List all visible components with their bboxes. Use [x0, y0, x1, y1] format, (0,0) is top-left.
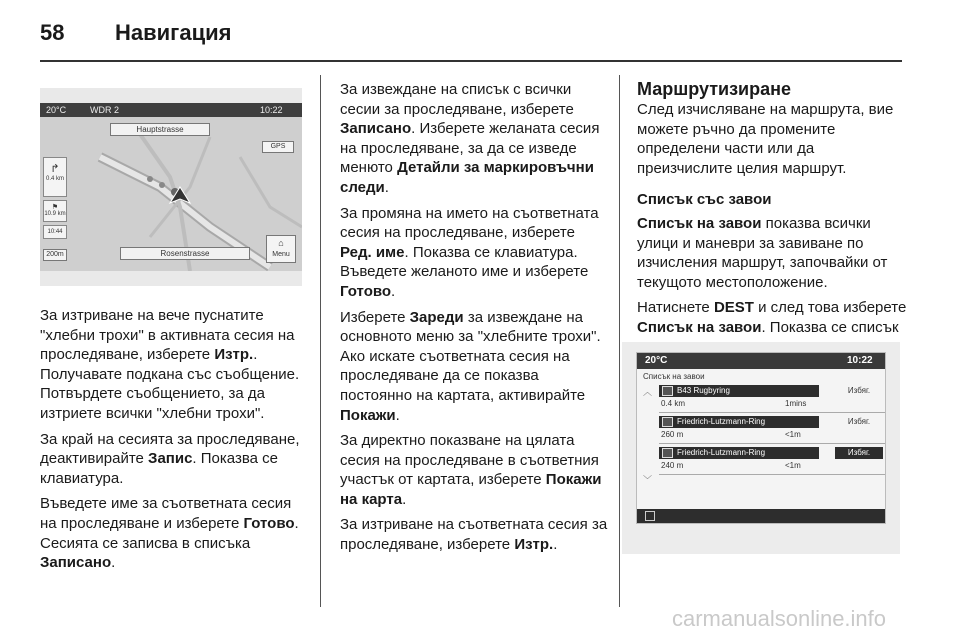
ui-term: Покажи на карта [340, 471, 602, 508]
column-divider-1 [320, 75, 321, 607]
paragraph [637, 100, 907, 178]
text-run: . [395, 406, 400, 424]
paragraph [340, 308, 610, 426]
ui-term: Ред. име [340, 243, 405, 261]
remaining-distance: 10.9 km [44, 211, 66, 217]
ui-term: Записано [340, 120, 412, 138]
temperature: 20°C [645, 355, 668, 366]
turn-list-item[interactable] [659, 385, 886, 415]
turn-list-screenshot [622, 342, 900, 554]
column-3 [637, 78, 907, 363]
maneuver-icon [662, 417, 673, 427]
ui-term: Списък на завои [637, 318, 762, 336]
clock: 10:22 [260, 105, 283, 115]
text-run: показва всички улици и маневри за завиване по изчисления маршрут, започвайки от текущото местоположение. [637, 214, 888, 291]
street-bar [659, 416, 819, 428]
text-run: За изтриване на вече пуснатите "хлебни трохи" в активната сесия на проследяване, изберете [40, 307, 295, 364]
text-run: . [553, 536, 558, 554]
next-turn-panel [43, 157, 67, 197]
street-name: Friedrich-Lutzmann-Ring [677, 417, 766, 426]
turn-list-screen [636, 352, 886, 524]
text-run: За край на сесията за проследяване, деактивирайте [40, 430, 300, 468]
street-name: Friedrich-Lutzmann-Ring [677, 448, 766, 457]
text-run: за извеждане на основното меню за "хлебните трохи". Ако искате съответната сесия на проследяване да се показва постоянно на картата, активирайте [340, 308, 601, 404]
ui-term: Готово [340, 282, 392, 300]
avoid-button[interactable]: Избяг. [847, 386, 871, 395]
text-run: . Получавате подкана със съобщение. Потвърдете съобщението, за да изтриете всички "хлебни трохи". [40, 346, 300, 422]
current-street-label: Hauptstrasse [110, 123, 210, 136]
menu-button-label: Menu [272, 251, 290, 258]
turn-distance: 240 m [661, 461, 684, 470]
ui-term: Изтр. [514, 536, 554, 554]
text-run: . [111, 554, 116, 572]
row-divider [659, 474, 886, 475]
clock: 10:22 [847, 355, 873, 366]
page-number: 58 [40, 20, 65, 45]
map-icon[interactable] [645, 511, 655, 521]
row-divider [659, 443, 886, 444]
turn-time: <1m [785, 430, 801, 439]
paragraph [40, 494, 310, 572]
arrival-time: 10:44 [47, 229, 63, 235]
section-heading: Маршрутизиране [637, 79, 791, 99]
paragraph [340, 80, 610, 198]
breadcrumb-dot [159, 182, 165, 188]
text-run: След изчисляване на маршрута, вие можете ръчно да промените определени части или да преизчислите целия маршрут. [637, 101, 894, 177]
ui-term: Списък на завои [637, 214, 762, 232]
turn-distance: 260 m [661, 430, 684, 439]
text-run: За изтриване на съответната сесия за проследяване, изберете [340, 516, 608, 554]
turn-time: <1m [785, 461, 801, 470]
road-side-3 [240, 157, 302, 227]
status-bar [40, 103, 302, 117]
text-run: . Показва се списък [761, 318, 899, 336]
text-run: . [391, 282, 396, 300]
subsection-heading: Списък със завои [637, 191, 772, 209]
text-run: За промяна на името на съответната сесия на проследяване, изберете [340, 204, 599, 242]
ui-term: Запис [148, 450, 193, 468]
arrival-time-panel [43, 225, 67, 239]
menu-button[interactable] [266, 235, 296, 263]
text-run: Въведете име за съответната сесия на проследяване и изберете [40, 495, 292, 532]
ui-term: DEST [713, 299, 754, 317]
ui-term: Зареди [409, 308, 464, 326]
bottom-bar [637, 509, 886, 523]
header-rule [40, 60, 902, 62]
scroll-down-icon[interactable]: ﹀ [643, 475, 653, 485]
avoid-button[interactable]: Избяг. [835, 447, 883, 459]
temperature: 20°C [46, 105, 67, 115]
avoid-button[interactable]: Избяг. [847, 417, 871, 426]
column-1 [40, 306, 310, 579]
paragraph [340, 431, 610, 509]
text-run: . Сесията се записва в списъка [40, 514, 299, 552]
radio-station: WDR 2 [90, 105, 119, 115]
street-bar [659, 385, 819, 397]
list-title: Списък на завои [643, 372, 705, 381]
column-2 [340, 80, 610, 561]
column-divider-2 [619, 75, 620, 607]
turn-distance: 0.4 km [661, 399, 686, 408]
turn-arrow-icon: ↱ [50, 163, 60, 175]
breadcrumb-dot [147, 176, 153, 182]
text-run: За извеждане на списък с всички сесии за проследяване, изберете [340, 81, 574, 118]
text-run: . Показва се клавиатура. [40, 450, 278, 487]
maneuver-icon [662, 448, 673, 458]
text-run: . [384, 178, 389, 196]
flag-icon: ⚑ [51, 204, 59, 211]
street-bar [659, 447, 819, 459]
text-run: и след това изберете [753, 299, 907, 317]
navigation-map-screenshot [40, 88, 302, 286]
text-run: Изберете [340, 308, 410, 326]
map-screen [40, 103, 302, 271]
ui-term: Детайли за маркировъчни следи [340, 159, 594, 196]
maneuver-icon [662, 386, 673, 396]
text-run: За директно показване на цялата сесия на проследяване в съответния участък от картата, изберете [340, 432, 599, 489]
ui-term: Изтр. [214, 346, 254, 364]
next-street-label: Rosenstrasse [120, 247, 250, 260]
street-name: B43 Rugbyring [677, 386, 730, 395]
ui-term: Записано [40, 554, 112, 572]
page-title: Навигация [115, 20, 232, 45]
paragraph [637, 214, 907, 292]
watermark: carmanualsonline.info [672, 606, 887, 631]
text-run: . Показва се клавиатура. Въведете желаното име и изберете [340, 243, 589, 281]
scroll-up-icon[interactable]: ︿ [643, 387, 653, 397]
paragraph [340, 515, 610, 554]
turn-list-item[interactable] [659, 447, 886, 477]
paragraph [40, 306, 310, 424]
car-icon: ⌂ [278, 238, 284, 248]
gps-button[interactable]: GPS [262, 141, 294, 153]
paragraph [40, 430, 310, 489]
text-run: Натиснете [637, 299, 714, 317]
ui-term: Готово [243, 514, 295, 532]
next-turn-distance: 0.4 km [45, 176, 64, 182]
map-scale: 200m [43, 249, 67, 261]
paragraph [340, 204, 610, 302]
turn-list-item[interactable] [659, 416, 886, 446]
text-run: . Изберете желаната сесия на проследяване, за да се изведе менюто [340, 120, 600, 177]
row-divider [659, 412, 886, 413]
map-view[interactable] [40, 117, 302, 271]
status-bar [637, 353, 886, 369]
turn-time: 1mins [785, 399, 807, 408]
text-run: . [402, 490, 407, 508]
ui-term: Покажи [340, 406, 396, 424]
remaining-distance-panel [43, 200, 67, 222]
